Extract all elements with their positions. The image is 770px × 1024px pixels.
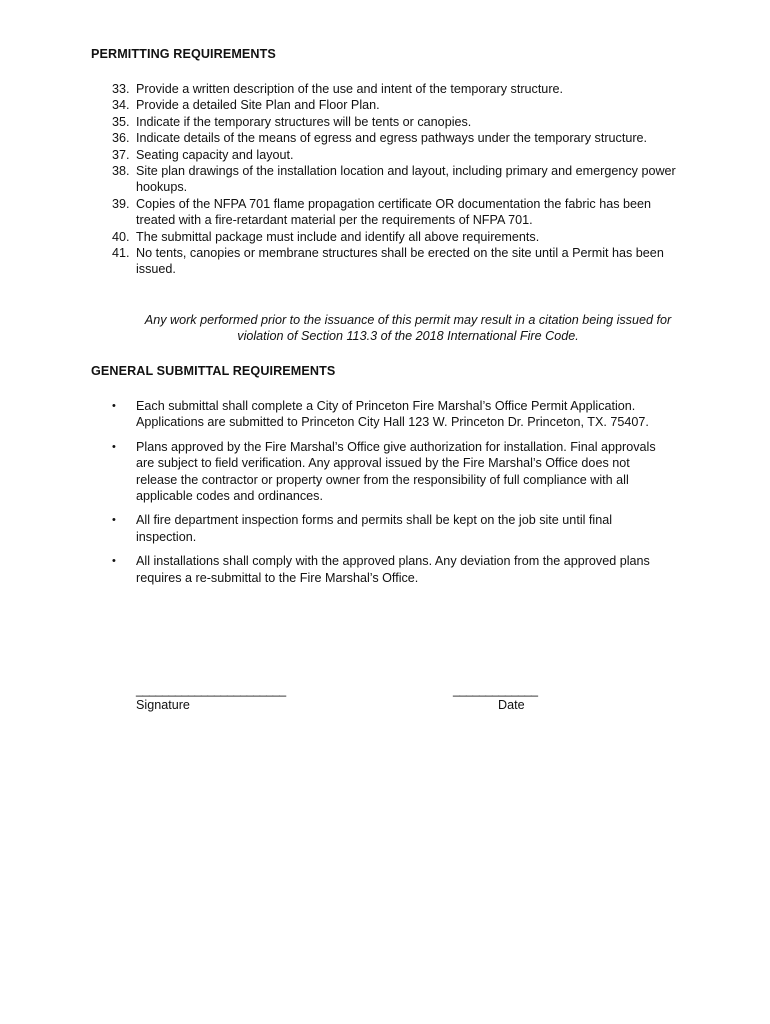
general-submittal-list: [112, 398, 672, 594]
date-label: Date: [498, 698, 525, 712]
item-number: 38.: [112, 164, 130, 179]
item-text: Seating capacity and layout.: [136, 147, 294, 162]
list-item: [112, 439, 672, 505]
permitting-requirements-heading: PERMITTING REQUIREMENTS: [91, 47, 276, 61]
list-item: [112, 147, 682, 163]
item-number: 37.: [112, 147, 130, 162]
item-number: 33.: [112, 82, 130, 96]
item-text: All fire department inspection forms and permits shall be kept on the job site until final inspection.: [136, 513, 613, 544]
item-text: Each submittal shall complete a City of Princeton Fire Marshal’s Office Permit Application. Applications are submitted to Princeton City Hall 123 W. Princeton Dr. Princeton, TX. 75407.: [136, 399, 649, 430]
item-number: 40.: [112, 229, 130, 244]
item-text: No tents, canopies or membrane structures shall be erected on the site until a Permit has been issued.: [136, 246, 664, 277]
item-text: Plans approved by the Fire Marshal’s Office give authorization for installation. Final approvals are subject to field verification. Any approval issued by the Fire Marshal’s Office does not release the contractor or property owner from the responsibility of full compliance with all applicable codes and ordinances.: [136, 439, 656, 504]
bullet-icon: •: [112, 555, 116, 568]
list-item: [112, 130, 682, 146]
bullet-icon: •: [112, 440, 116, 453]
bullet-icon: •: [112, 400, 116, 412]
item-text: Site plan drawings of the installation location and layout, including primary and emergency power hookups.: [136, 164, 676, 195]
signature-label: Signature: [136, 698, 190, 712]
list-item: [112, 97, 682, 113]
list-item: [112, 81, 682, 97]
item-text: The submittal package must include and identify all above requirements.: [136, 229, 540, 244]
item-text: Provide a detailed Site Plan and Floor Plan.: [136, 98, 380, 113]
bullet-icon: •: [112, 514, 116, 527]
item-text: Copies of the NFPA 701 flame propagation certificate OR documentation the fabric has been treated with a fire-retardant material per the requirements of NFPA 701.: [136, 196, 652, 228]
item-number: 35.: [112, 114, 130, 129]
permitting-requirements-list: [112, 81, 682, 278]
item-number: 34.: [112, 98, 130, 113]
item-number: 41.: [112, 246, 130, 261]
item-text: Indicate if the temporary structures will be tents or canopies.: [136, 114, 472, 129]
signature-line: _______________________: [136, 683, 286, 697]
list-item: [112, 114, 682, 130]
list-item: [112, 512, 672, 545]
item-text: Indicate details of the means of egress and egress pathways under the temporary structure.: [136, 131, 648, 146]
list-item: [112, 196, 682, 229]
item-text: Provide a written description of the use and intent of the temporary structure.: [136, 82, 564, 96]
list-item: [112, 163, 682, 196]
citation-notice: Any work performed prior to the issuance of this permit may result in a citation being issued for violation of Section 113.3 of the 2018 International Fire Code.: [144, 313, 672, 344]
general-submittal-heading: GENERAL SUBMITTAL REQUIREMENTS: [91, 364, 336, 378]
list-item: [112, 245, 682, 278]
date-line: _____________: [453, 683, 538, 697]
list-item: [112, 553, 672, 586]
item-number: 39.: [112, 196, 130, 211]
item-text: All installations shall comply with the approved plans. Any deviation from the approved plans requires a re-submittal to the Fire Marshal’s Office.: [136, 554, 650, 585]
list-item: [112, 229, 682, 245]
item-number: 36.: [112, 131, 130, 146]
list-item: [112, 398, 672, 431]
